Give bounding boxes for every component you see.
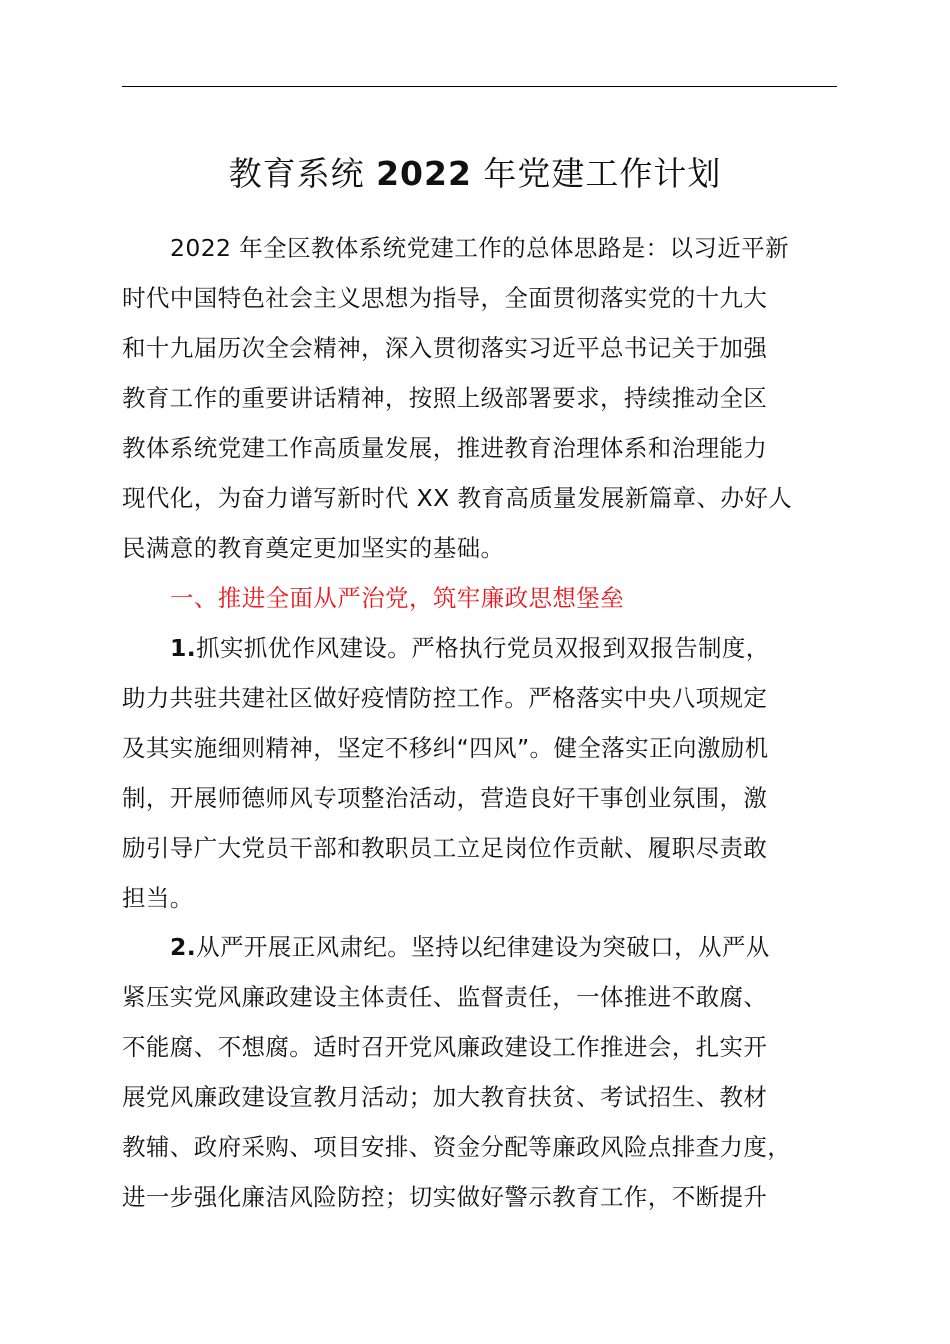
intro-line: 2022 年全区教体系统党建工作的总体思路是：以习近平新 bbox=[170, 234, 789, 262]
item1-line: 助力共驻共建社区做好疫情防控工作。严格落实中央八项规定 bbox=[122, 684, 768, 712]
intro-line: 教育工作的重要讲话精神，按照上级部署要求，持续推动全区 bbox=[122, 384, 768, 412]
item1-first-line bbox=[170, 631, 842, 665]
header-rule bbox=[122, 86, 837, 87]
intro-line: 现代化，为奋力谱写新时代 XX 教育高质量发展新篇章、办好人 bbox=[122, 484, 793, 512]
item2-line: 紧压实党风廉政建设主体责任、监督责任，一体推进不敢腐、 bbox=[122, 983, 768, 1011]
item1-line: 担当。 bbox=[122, 884, 194, 912]
item2-line: 不能腐、不想腐。适时召开党风廉政建设工作推进会，扎实开 bbox=[122, 1033, 768, 1061]
section-heading: 一、推进全面从严治党，筑牢廉政思想堡垒 bbox=[170, 584, 625, 612]
item2-first-line bbox=[170, 930, 842, 964]
title-suffix: 年党建工作计划 bbox=[483, 154, 722, 193]
intro-line: 时代中国特色社会主义思想为指导，全面贯彻落实党的十九大 bbox=[122, 284, 768, 312]
item2-line: 进一步强化廉洁风险防控；切实做好警示教育工作，不断提升 bbox=[122, 1183, 768, 1211]
document-title bbox=[0, 150, 950, 198]
intro-line: 教体系统党建工作高质量发展，推进教育治理体系和治理能力 bbox=[122, 434, 768, 462]
item1-line: 励引导广大党员干部和教职员工立足岗位作贡献、履职尽责敢 bbox=[122, 834, 768, 862]
item2-first-text: 从严开展正风肃纪。坚持以纪律建设为突破口，从严从 bbox=[196, 933, 770, 961]
item1-first-text: 抓实抓优作风建设。严格执行党员双报到双报告制度， bbox=[196, 634, 770, 662]
intro-line: 民满意的教育奠定更加坚实的基础。 bbox=[122, 534, 505, 562]
item1-line: 制，开展师德师风专项整治活动，营造良好干事创业氛围，激 bbox=[122, 784, 768, 812]
item2-number: 2. bbox=[170, 933, 197, 961]
intro-line: 和十九届历次全会精神，深入贯彻落实习近平总书记关于加强 bbox=[122, 334, 768, 362]
item1-line: 及其实施细则精神，坚定不移纠“四风”。健全落实正向激励机 bbox=[122, 734, 769, 762]
item2-line: 教辅、政府采购、项目安排、资金分配等廉政风险点排查力度， bbox=[122, 1133, 792, 1161]
item1-number: 1. bbox=[170, 634, 197, 662]
title-year: 2022 bbox=[376, 154, 472, 193]
item2-line: 展党风廉政建设宣教月活动；加大教育扶贫、考试招生、教材 bbox=[122, 1083, 768, 1111]
title-prefix: 教育系统 bbox=[228, 154, 365, 193]
